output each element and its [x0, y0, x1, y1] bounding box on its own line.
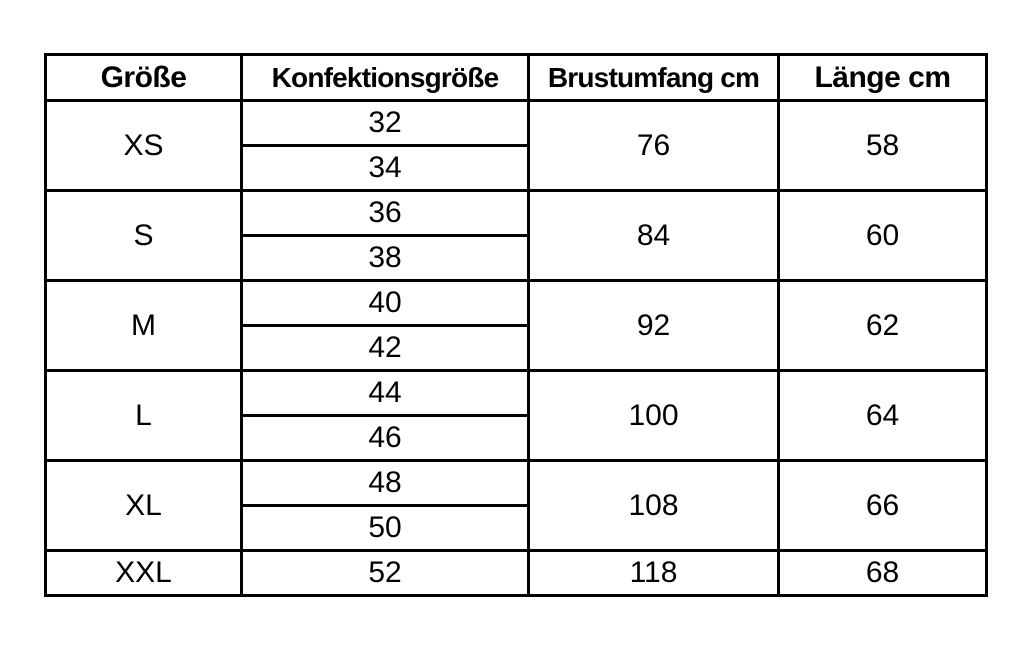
konfektion-cell: 42	[242, 326, 529, 371]
header-brustumfang: Brustumfang cm	[529, 55, 779, 101]
konfektion-cell: 32	[242, 101, 529, 146]
laenge-cell: 64	[779, 371, 987, 461]
header-konfektionsgroesse: Konfektionsgröße	[242, 55, 529, 101]
size-cell: S	[46, 191, 242, 281]
konfektion-cell: 52	[242, 551, 529, 596]
brustumfang-cell: 100	[529, 371, 779, 461]
table-row	[46, 281, 987, 326]
table-row	[46, 551, 987, 596]
konfektion-cell: 36	[242, 191, 529, 236]
konfektion-cell: 34	[242, 146, 529, 191]
konfektion-cell: 50	[242, 506, 529, 551]
konfektion-cell: 46	[242, 416, 529, 461]
brustumfang-cell: 84	[529, 191, 779, 281]
header-groesse: Größe	[46, 55, 242, 101]
table-row	[46, 191, 987, 236]
header-row	[46, 55, 987, 101]
size-cell: XL	[46, 461, 242, 551]
size-cell: M	[46, 281, 242, 371]
brustumfang-cell: 92	[529, 281, 779, 371]
table-row	[46, 461, 987, 506]
size-cell: L	[46, 371, 242, 461]
header-laenge: Länge cm	[779, 55, 987, 101]
table-row	[46, 101, 987, 146]
size-cell: XS	[46, 101, 242, 191]
laenge-cell: 58	[779, 101, 987, 191]
table-row	[46, 371, 987, 416]
brustumfang-cell: 108	[529, 461, 779, 551]
laenge-cell: 68	[779, 551, 987, 596]
konfektion-cell: 44	[242, 371, 529, 416]
konfektion-cell: 40	[242, 281, 529, 326]
size-cell: XXL	[46, 551, 242, 596]
konfektion-cell: 48	[242, 461, 529, 506]
size-chart-table	[44, 53, 988, 597]
laenge-cell: 62	[779, 281, 987, 371]
laenge-cell: 60	[779, 191, 987, 281]
laenge-cell: 66	[779, 461, 987, 551]
konfektion-cell: 38	[242, 236, 529, 281]
brustumfang-cell: 76	[529, 101, 779, 191]
brustumfang-cell: 118	[529, 551, 779, 596]
